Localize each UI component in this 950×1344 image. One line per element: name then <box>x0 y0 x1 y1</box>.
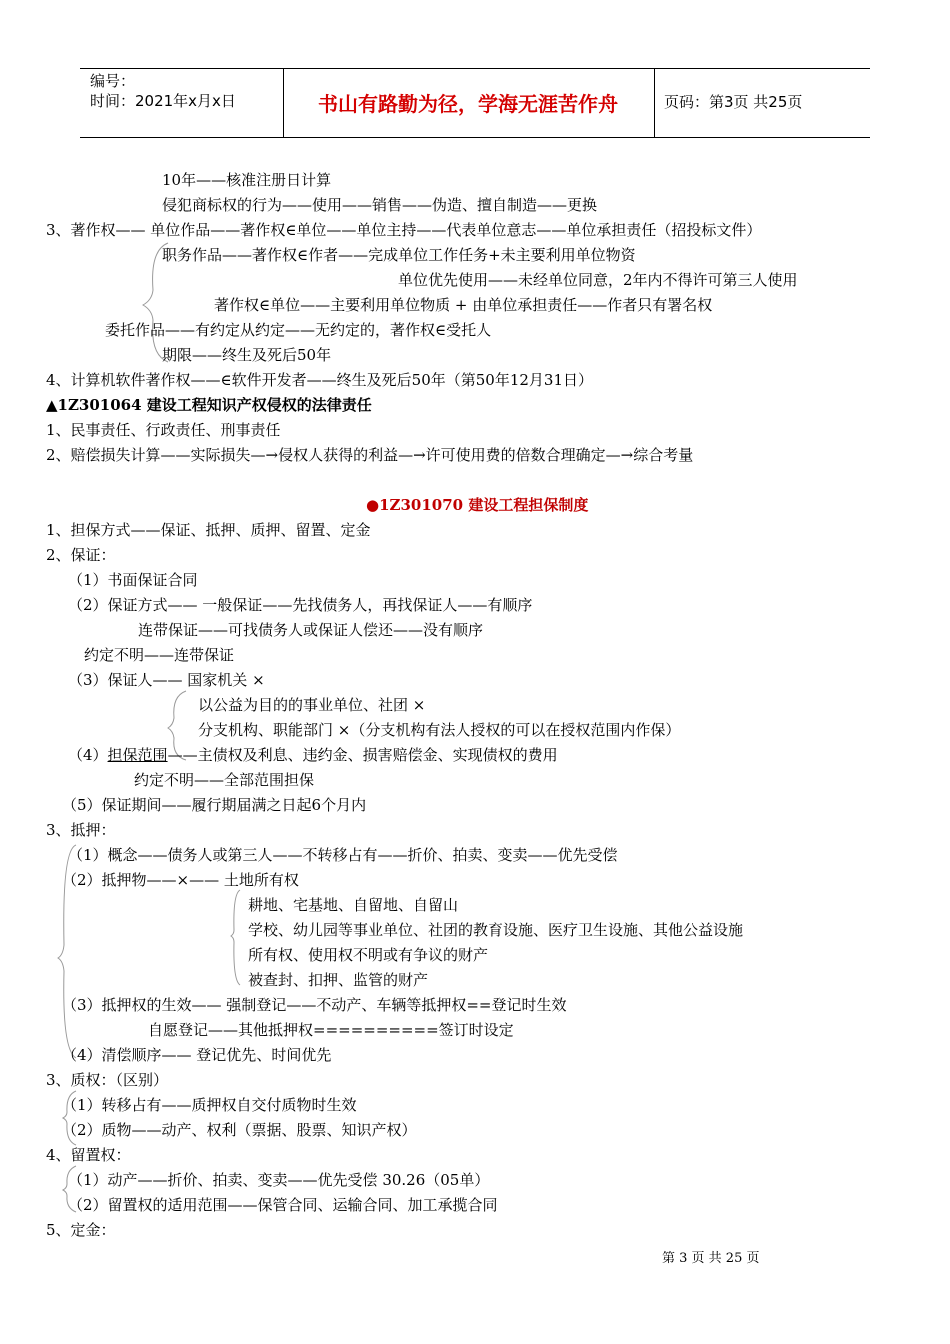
text-segment: ——主债权及利息、违约金、损害赔偿金、实现债权的费用 <box>167 746 558 764</box>
text-line: （2）留置权的适用范围——保管合同、运输合同、加工承揽合同 <box>68 1196 498 1214</box>
text-line: 2、保证： <box>46 546 116 564</box>
text-line: 3、著作权—— 单位作品——著作权∈单位——单位主持——代表单位意志——单位承担责任（招投标文件） <box>46 221 762 239</box>
text-line: 单位优先使用——未经单位同意，2年内不得许可第三人使用 <box>398 271 798 289</box>
text-line: （1）转移占有——质押权自交付质物时生效 <box>62 1096 357 1114</box>
text-line: 委托作品——有约定从约定——无约定的，著作权∈受托人 <box>105 321 492 339</box>
text-line: 分支机构、职能部门 ×（分支机构有法人授权的可以在授权范围内作保） <box>198 721 681 739</box>
text-line: 2、赔偿损失计算——实际损失—→侵权人获得的利益—→许可使用费的倍数合理确定—→综合考量 <box>46 446 694 464</box>
text-line: 约定不明——连带保证 <box>84 646 235 664</box>
text-line: 4、留置权： <box>46 1146 131 1164</box>
text-line: （2）质物——动产、权利（票据、股票、知识产权） <box>62 1121 417 1139</box>
text-line: （2）抵押物——×—— 土地所有权 <box>62 871 299 889</box>
text-line: 以公益为目的的事业单位、社团 × <box>198 696 426 714</box>
text-line <box>68 745 558 765</box>
text-line: 10年——核准注册日计算 <box>162 171 332 189</box>
text-line: 著作权∈单位——主要利用单位物质 + 由单位承担责任——作者只有署名权 <box>214 296 713 314</box>
text-line: 所有权、使用权不明或有争议的财产 <box>248 946 489 964</box>
text-line: 自愿登记——其他抵押权==========签订时设定 <box>148 1021 514 1039</box>
page-footer: 第 3 页 共 25 页 <box>662 1251 760 1266</box>
header-page-number: 页码：第3页 共25页 <box>664 93 803 111</box>
text-line: 连带保证——可找债务人或保证人偿还——没有顺序 <box>138 621 484 639</box>
header-time: 时间：2021年x月x日 <box>90 92 236 110</box>
text-line: 期限——终生及死后50年 <box>162 346 332 364</box>
text-segment: （4） <box>68 746 108 764</box>
header-number: 编号： <box>90 72 136 90</box>
bracket <box>231 890 240 985</box>
text-line: 约定不明——全部范围担保 <box>134 771 315 789</box>
text-line: （1）书面保证合同 <box>68 571 198 589</box>
text-line: 3、质权：（区别） <box>46 1071 169 1089</box>
text-line: （5）保证期间——履行期届满之日起6个月内 <box>62 796 367 814</box>
header-motto: 书山有路勤为径，学海无涯苦作舟 <box>318 92 618 116</box>
text-line: （1）动产——折价、拍卖、变卖——优先受偿 30.26（05单） <box>68 1171 490 1189</box>
underlined-term: 担保范围 <box>107 746 168 764</box>
text-line: 侵犯商标权的行为——使用——销售——伪造、擅自制造——更换 <box>162 196 598 214</box>
text-line: （1）概念——债务人或第三人——不转移占有——折价、拍卖、变卖——优先受偿 <box>68 846 618 864</box>
text-line: （2）保证方式—— 一般保证——先找债务人，再找保证人——有顺序 <box>68 596 533 614</box>
text-line: （3）保证人—— 国家机关 × <box>68 671 265 689</box>
text-line: 5、定金： <box>46 1221 116 1239</box>
text-line: 4、计算机软件著作权——∈软件开发者——终生及死后50年（第50年12月31日） <box>46 371 593 389</box>
text-line: 耕地、宅基地、自留地、自留山 <box>248 896 459 914</box>
text-line: （4）清偿顺序—— 登记优先、时间优先 <box>62 1046 332 1064</box>
chapter-heading: ●1Z301070 建设工程担保制度 <box>366 496 589 514</box>
text-line: 职务作品——著作权∈作者——完成单位工作任务+未主要利用单位物资 <box>162 246 636 264</box>
text-line: 1、民事责任、行政责任、刑事责任 <box>46 421 281 439</box>
text-line: （3）抵押权的生效—— 强制登记——不动产、车辆等抵押权==登记时生效 <box>62 996 567 1014</box>
text-line: 3、抵押： <box>46 821 116 839</box>
text-line: 1、担保方式——保证、抵押、质押、留置、定金 <box>46 521 371 539</box>
text-line: 被查封、扣押、监管的财产 <box>248 971 429 989</box>
text-line: 学校、幼儿园等事业单位、社团的教育设施、医疗卫生设施、其他公益设施 <box>248 921 744 939</box>
section-heading: ▲1Z301064 建设工程知识产权侵权的法律责任 <box>46 396 372 414</box>
